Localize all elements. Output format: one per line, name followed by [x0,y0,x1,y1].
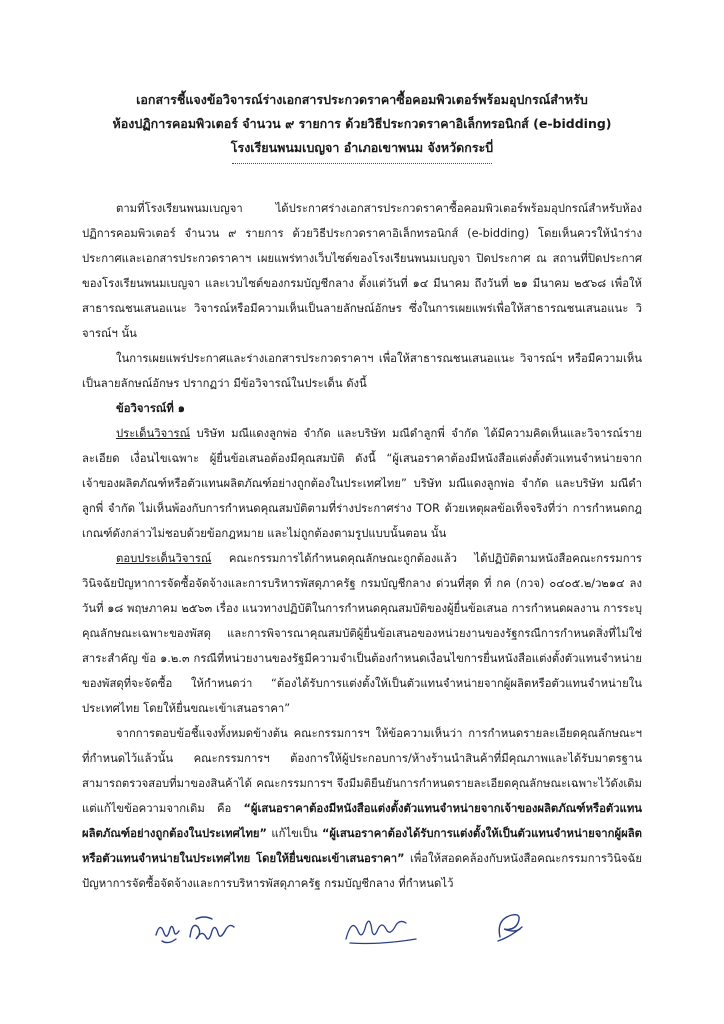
document-title [60,88,664,160]
signature-1 [150,911,260,951]
dotted-divider [232,162,492,164]
title-line-1: เอกสารชี้แจงข้อวิจารณ์ร่างเอกสารประกวดราคาซื้อคอมพิวเตอร์พร้อมอุปกรณ์สำหรับ [136,92,588,107]
issue-label: ประเด็นวิจารณ์ [116,427,191,440]
signatures [0,905,724,965]
intro-paragraph-1: ตามที่โรงเรียนพนมเบญจา ได้ประกาศร่างเอกสารประกวดราคาซื้อคอมพิวเตอร์พร้อมอุปกรณ์สำหรับห้องปฏิการคอมพิวเตอร์ จำนวน ๙ รายการ ด้วยวิธีประกวดราคาอิเล็กทรอนิกส์ (e-bidding) โดยเห็นควรให้นำร่างประกาศและเอกสารประกวดราคาฯ เผยแพร่ทางเว็บไซต์ของโรงเรียนพนมเบญจา ปิดประกาศ ณ สถานที่ปิดประกาศของโรงเรียนพนมเบญจา และเวบไซต์ของกรมบัญชีกลาง ตั้งแต่วันที่ ๑๔ มีนาคม ถึงวันที่ ๒๑ มีนาคม ๒๕๖๘ เพื่อให้สาธารณชนเสนอแนะ วิจารณ์หรือมีความเห็นเป็นลายลักษณ์อักษร ซึ่งในการเผยแพร่เพื่อให้สาธารณชนเสนอแนะ วิจารณ์ฯ นั้น [82,202,642,340]
signature-2 [340,913,430,949]
issue-text: บริษัท มณีแดงลูกพ่อ จำกัด และบริษัท มณีดำลูกพี่ จำกัด ได้มีความคิดเห็นและวิจารณ์รายละเอียด เงื่อนไขเฉพาะ ผู้ยื่นข้อเสนอต้องมีคุณสมบัติ ดังนี้ “ผู้เสนอราคาต้องมีหนังสือแต่งตั้งตัวแทนจำหน่ายจากเจ้าของผลิตภัณฑ์หรือตัวแทนผลิตภัณฑ์อย่างถูกต้องในประเทศไทย” บริษัท มณีแดงลูกพ่อ จำกัด และบริษัท มณีดำลูกพี่ จำกัด ไม่เห็นพ้องกับการกำหนดคุณสมบัติตามที่ร่างประกาศร่าง TOR ด้วยเหตุผลข้อเท็จจริงที่ว่า การกำหนดกฎเกณฑ์ดังกล่าวไม่ชอบด้วยข้อกฎหมาย และไม่ถูกต้องตามรูปแบบนั้นตอน นั้น [82,427,642,540]
conclusion-text-b: แก้ไขเป็น [266,827,322,840]
conclusion-text-a: จากการตอบข้อชี้แจงทั้งหมดข้างต้น คณะกรรมการฯ ให้ข้อความเห็นว่า การกำหนดรายละเอียดคุณลักษณะฯ ที่กำหนดไว้แล้วนั้น คณะกรรมการฯ ต้องการให้ผู้ประกอบการ/ห้างร้านนำสินค้าที่มีคุณภาพและได้รับมาตรฐาน สามารถตรวจสอบที่มาของสินค้าได้ คณะกรรมการฯ จึงมีมติยืนยันการกำหนดรายละเอียดคุณลักษณะเฉพาะไว้ดังเดิม แต่แก้ไขข้อความจากเดิม คือ [82,727,642,815]
document-body [82,196,642,896]
conclusion-text-c: เพื่อให้สอดคล้องกับหนังสือคณะกรรมการวินิจฉัยปัญหาการจัดซื้อจัดจ้างและการบริหารพัสดุภาครัฐ กรมบัญชีกลาง ที่กำหนดไว้ [82,852,642,890]
answer-paragraph [82,546,642,721]
intro-paragraph-2: ในการเผยแพร่ประกาศและร่างเอกสารประกวดราคาฯ เพื่อให้สาธารณชนเสนอแนะ วิจารณ์ฯ หรือมีความเห็นเป็นลายลักษณ์อักษร ปรากฏว่า มีข้อวิจารณ์ในประเด็น ดังนี้ [82,352,642,390]
title-line-3: โรงเรียนพนมเบญจา อำเภอเขาพนม จังหวัดกระบี่ [230,140,494,155]
signature-3 [490,907,530,947]
conclusion-bold-original: “ผู้เสนอราคาต้องมีหนังสือแต่งตั้งตัวแทนจำหน่ายจากเจ้าของผลิตภัณฑ์หรือตัวแทนผลิตภัณฑ์อย่างถูกต้องในประเทศไทย” [82,802,642,840]
section-heading: ข้อวิจารณ์ที่ ๑ [116,402,185,415]
title-line-2: ห้องปฏิการคอมพิวเตอร์ จำนวน ๙ รายการ ด้วยวิธีประกวดราคาอิเล็กทรอนิกส์ (e-bidding) [112,116,612,131]
conclusion-paragraph [82,721,642,896]
issue-paragraph [82,421,642,546]
answer-text: คณะกรรมการได้กำหนดคุณลักษณะถูกต้องแล้ว ได้ปฏิบัติตามหนังสือคณะกรรมการวินิจฉัยปัญหาการจัดซื้อจัดจ้างและการบริหารพัสดุภาครัฐ กรมบัญชีกลาง ด่วนที่สุด ที่ กค (กวจ) ๐๔๐๕.๒/ว๒๑๔ ลงวันที่ ๑๘ พฤษภาคม ๒๕๖๓ เรื่อง แนวทางปฏิบัติในการกำหนดคุณสมบัติของผู้ยื่นข้อเสนอ การกำหนดผลงาน การระบุคุณลักษณะเฉพาะของพัสดุ และการพิจารณาคุณสมบัติผู้ยื่นข้อเสนอของหน่วยงานของรัฐกรณีการกำหนดสิ่งที่ไม่ใช่สาระสำคัญ ข้อ ๑.๒.๓ กรณีที่หน่วยงานของรัฐมีความจำเป็นต้องกำหนดเงื่อนไขการยื่นหนังสือแต่งตั้งตัวแทนจำหน่ายของพัสดุที่จะจัดซื้อ ให้กำหนดว่า “ต้องได้รับการแต่งตั้งให้เป็นตัวแทนจำหน่ายจากผู้ผลิตหรือตัวแทนจำหน่ายในประเทศไทย โดยให้ยื่นขณะเข้าเสนอราคา” [82,552,642,715]
answer-label: ตอบประเด็นวิจารณ์ [116,552,212,565]
conclusion-bold-revised: “ผู้เสนอราคาต้องได้รับการแต่งตั้งให้เป็นตัวแทนจำหน่ายจากผู้ผลิตหรือตัวแทนจำหน่ายในประเทศไทย โดยให้ยื่นขณะเข้าเสนอราคา” [82,827,642,865]
